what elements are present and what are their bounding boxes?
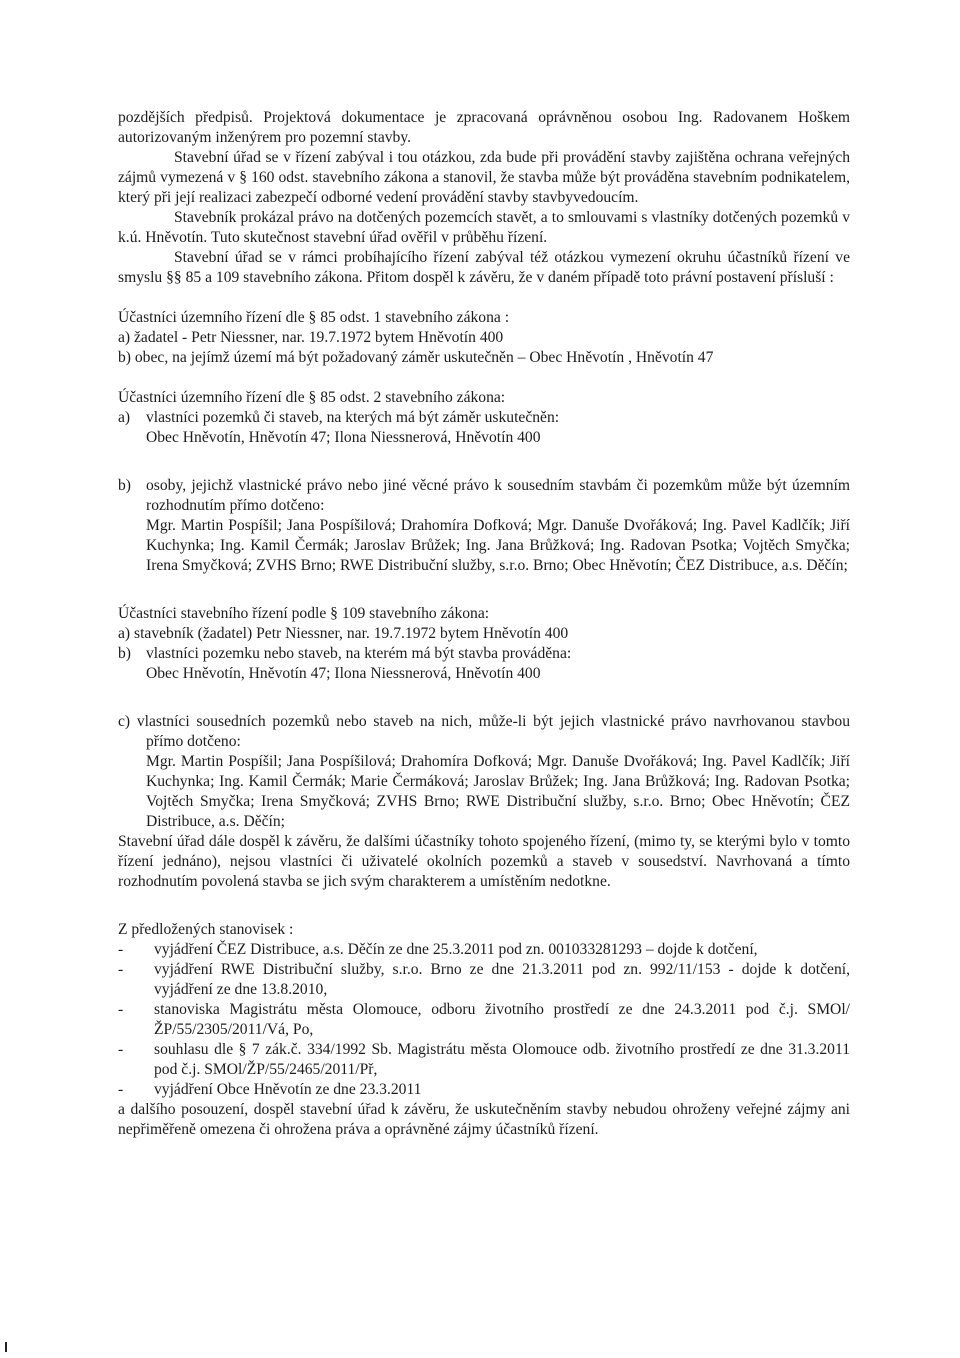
paragraph-intro-4: Stavební úřad se v rámci probíhajícího řízení zabýval též otázkou vymezení okruhu účastníků řízení ve smyslu §§ 85 a 109 stavebního zákona. Přitom dospěl k závěru, že v daném případě toto právní postavení přísluší : <box>118 249 850 286</box>
document-body <box>118 108 850 1140</box>
group2-item-b <box>118 476 850 516</box>
paragraph-intro-3: Stavebník prokázal právo na dotčených pozemcích stavět, a to smlouvami s vlastníky dotčených pozemků v k.ú. Hněvotín. Tuto skutečnost stavební úřad ověřil v průběhu řízení. <box>118 209 850 246</box>
group3-item-c-names: Mgr. Martin Pospíšil; Jana Pospíšilová; Drahomíra Dofková; Mgr. Danuše Dvořáková; Ing. Pavel Kadlčík; Jiří Kuchynka; Ing. Kamil Čermák; Marie Čermáková; Jaroslav Brůžek; Ing. Jana Brůžková; Ing. Radovan Psotka; Vojtěch Smyčka; Irena Smyčková; ZVHS Brno; RWE Distribuční služby, s.r.o. Brno; Obec Hněvotín; ČEZ Distribuce, a.s. Děčín; <box>146 753 850 830</box>
spacer <box>118 892 850 912</box>
statement-text: stanoviska Magistrátu města Olomouce, odboru životního prostředí ze dne 24.3.2011 pod č.j. SMOl/ŽP/55/2305/2011/Vá, Po, <box>154 1001 850 1038</box>
group3-item-b <box>118 644 850 664</box>
list-dash: - <box>118 961 124 978</box>
spacer <box>118 468 850 476</box>
statement-text: vyjádření Obce Hněvotín ze dne 23.3.2011 <box>154 1081 422 1098</box>
spacer <box>118 912 850 920</box>
group2-item-a-text: vlastníci pozemků či staveb, na kterých má být záměr uskutečněn: <box>146 409 560 426</box>
paragraph-conclusion: Stavební úřad dále dospěl k závěru, že dalšími účastníky tohoto spojeného řízení, (mimo ty, se kterými bylo v tomto řízení jednáno), nejsou vlastníci či uživatelé okolních pozemků a staveb v sousedství. Navrhovaná a tímto rozhodnutím povolená stavba se jich svým charakterem a umístěním nedotkne. <box>118 833 850 890</box>
paragraph-intro-1: pozdějších předpisů. Projektová dokumentace je zpracovaná oprávněnou osobou Ing. Radovanem Hoškem autorizovaným inženýrem pro pozemní stavby. <box>118 109 850 146</box>
group3-item-b-names: Obec Hněvotín, Hněvotín 47; Ilona Niessnerová, Hněvotín 400 <box>146 665 541 682</box>
group3-item-c: c) vlastníci sousedních pozemků nebo staveb na nich, může-li být jejich vlastnické právo navrhovanou stavbou přímo dotčeno: <box>118 713 850 750</box>
statement-item <box>118 1000 850 1040</box>
list-dash: - <box>118 1001 124 1018</box>
group2-item-a-names: Obec Hněvotín, Hněvotín 47; Ilona Niessnerová, Hněvotín 400 <box>146 429 541 446</box>
group2-item-b-names: Mgr. Martin Pospíšil; Jana Pospíšilová; Drahomíra Dofková; Mgr. Danuše Dvořáková; Ing. Pavel Kadlčík; Jiří Kuchynka; Ing. Kamil Čermák; Jaroslav Brůžek; Ing. Jana Brůžková; Ing. Radovan Psotka; Vojtěch Smyčka; Irena Smyčková; ZVHS Brno; RWE Distribuční služby, s.r.o. Brno; Obec Hněvotín; ČEZ Distribuce, a.s. Děčín; <box>146 517 850 574</box>
spacer <box>118 596 850 604</box>
statement-text: vyjádření RWE Distribuční služby, s.r.o. Brno ze dne 21.3.2011 pod zn. 992/11/153 - dojde k dotčení, vyjádření ze dne 13.8.2010, <box>154 961 850 998</box>
group1-heading: Účastníci územního řízení dle § 85 odst. 1 stavebního zákona : <box>118 309 510 326</box>
statement-text: souhlasu dle § 7 zák.č. 334/1992 Sb. Magistrátu města Olomouce odb. životního prostředí ze dne 31.3.2011 pod č.j. SMOl/ŽP/55/2465/2011/Př, <box>154 1041 850 1078</box>
scan-mark <box>5 1342 7 1352</box>
group1-item-b: b) obec, na jejímž území má být požadovaný záměr uskutečněn – Obec Hněvotín , Hněvotín 47 <box>118 349 714 366</box>
statements-heading: Z předložených stanovisek : <box>118 921 294 938</box>
spacer <box>118 704 850 712</box>
spacer <box>118 448 850 468</box>
spacer <box>118 576 850 596</box>
group2-item-b-text: osoby, jejichž vlastnické právo nebo jiné věcné právo k sousedním stavbám či pozemkům může být územním rozhodnutím přímo dotčeno: <box>146 477 850 514</box>
spacer <box>118 288 850 308</box>
group3-item-b-label: b) <box>118 645 131 662</box>
spacer <box>118 368 850 388</box>
group3-heading: Účastníci stavebního řízení podle § 109 stavebního zákona: <box>118 605 490 622</box>
list-dash: - <box>118 1081 124 1098</box>
paragraph-closing: a dalšího posouzení, dospěl stavební úřad k závěru, že uskutečněním stavby nebudou ohroženy veřejné zájmy ani nepřiměřeně omezena či ohrožena práva a oprávněné zájmy účastníků řízení. <box>118 1101 850 1138</box>
group1-item-a: a) žadatel - Petr Niessner, nar. 19.7.1972 bytem Hněvotín 400 <box>118 329 504 346</box>
list-dash: - <box>118 1041 124 1058</box>
group2-item-a-label: a) <box>118 409 131 426</box>
statement-item <box>118 960 850 1000</box>
spacer <box>118 684 850 704</box>
paragraph-intro-2: Stavební úřad se v řízení zabýval i tou otázkou, zda bude při provádění stavby zajištěna ochrana veřejných zájmů vymezená v § 160 odst. stavebního zákona a stanovil, že stavba může být prováděna stavebním podnikatelem, který při její realizaci zabezpečí odborné vedení provádění stavby stavbyvedoucím. <box>118 149 850 206</box>
statement-text: vyjádření ČEZ Distribuce, a.s. Děčín ze dne 25.3.2011 pod zn. 001033281293 – dojde k dotčení, <box>154 941 758 958</box>
group2-item-b-label: b) <box>118 477 131 494</box>
statement-item <box>118 940 850 960</box>
group2-heading: Účastníci územního řízení dle § 85 odst. 2 stavebního zákona: <box>118 389 506 406</box>
group3-item-b-text: vlastníci pozemku nebo staveb, na kterém má být stavba prováděna: <box>146 645 572 662</box>
list-dash: - <box>118 941 124 958</box>
group2-item-a <box>118 408 850 428</box>
statement-item <box>118 1080 850 1100</box>
statement-item <box>118 1040 850 1080</box>
group3-item-a: a) stavebník (žadatel) Petr Niessner, nar. 19.7.1972 bytem Hněvotín 400 <box>118 625 569 642</box>
